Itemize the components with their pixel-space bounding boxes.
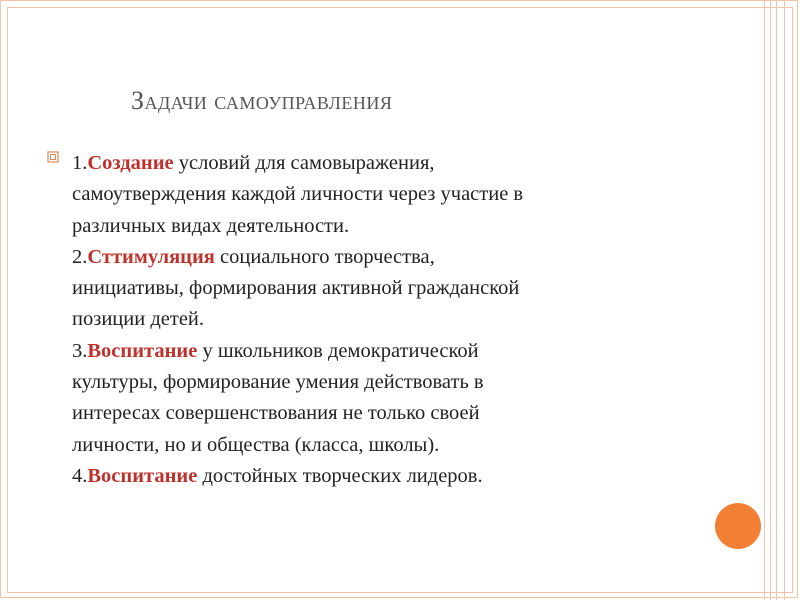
- text-line: позиции детей.: [72, 308, 205, 331]
- highlight-term: Создание: [87, 152, 174, 174]
- highlight-term: Сттимуляция: [87, 245, 215, 268]
- highlight-term: Воспитание: [87, 339, 198, 362]
- square-bullet-icon: [46, 150, 60, 164]
- text-line: инициативы, формирования активной гражданской: [72, 277, 520, 300]
- highlight-term: Воспитание: [87, 464, 198, 487]
- decorative-rule: [764, 0, 765, 600]
- text-line: культуры, формирование умения действовать в: [72, 371, 484, 394]
- slide-title: Задачи самоуправления: [131, 86, 393, 115]
- text-line: интересах совершенствования не только своей: [72, 402, 480, 425]
- decorative-rule: [776, 0, 777, 600]
- text-line: 2.Сттимуляция социального творчества,: [72, 245, 435, 268]
- decorative-rule: [784, 0, 785, 600]
- text-line: 3.Воспитание у школьников демократической: [72, 339, 479, 362]
- decorative-circle: [715, 503, 761, 549]
- decorative-rule: [770, 0, 771, 600]
- text-line: 4.Воспитание достойных творческих лидеров.: [72, 464, 483, 487]
- text-line: различных видах деятельности.: [72, 214, 350, 237]
- task-list: [72, 148, 692, 492]
- text-line: 1.Создание условий для самовыражения,: [72, 152, 435, 174]
- text-line: самоутверждения каждой личности через участие в: [72, 183, 524, 206]
- text-line: личности, но и общества (класса, школы).: [72, 433, 440, 456]
